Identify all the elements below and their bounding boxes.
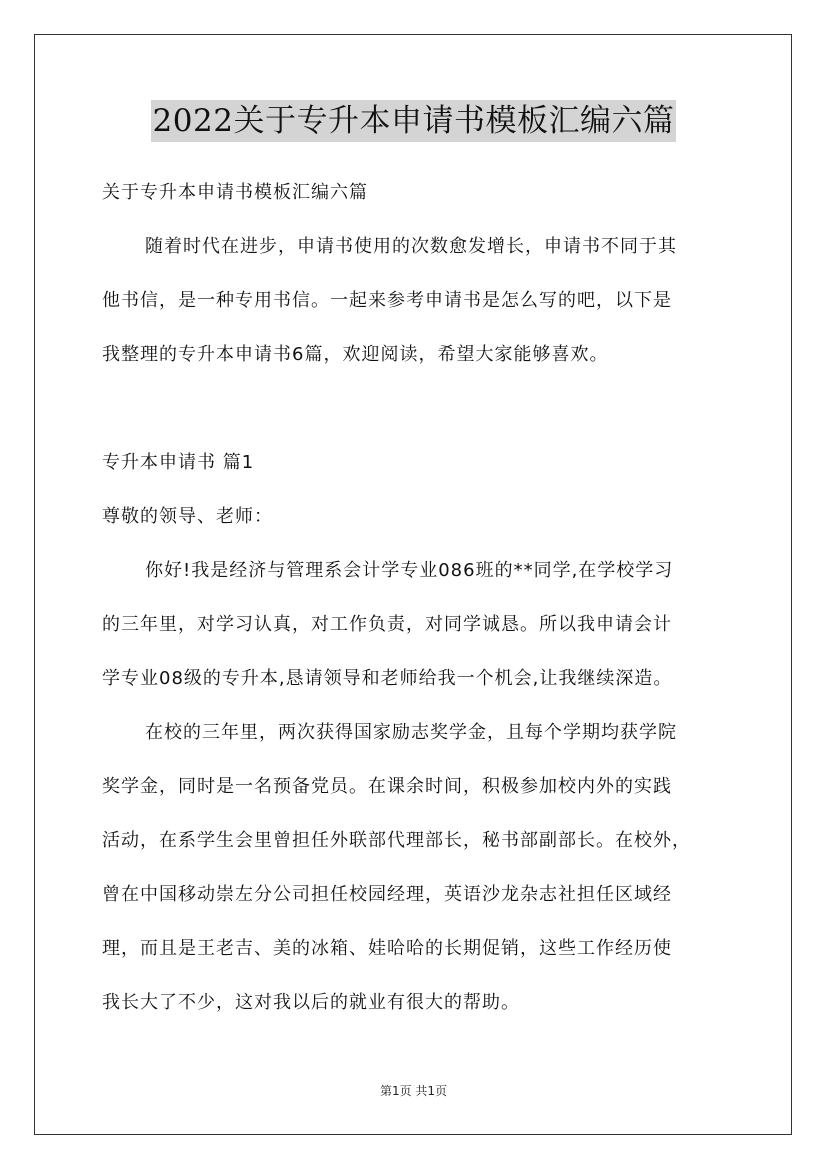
- para2-line-6: 我长大了不少，这对我以后的就业有很大的帮助。: [102, 992, 520, 1013]
- section-heading: 专升本申请书 篇1: [102, 452, 255, 473]
- intro-line-3: 我整理的专升本申请书6篇，欢迎阅读，希望大家能够喜欢。: [102, 344, 609, 365]
- para1-line-1: 你好!我是经济与管理系会计学专业086班的**同学,在学校学习: [145, 560, 674, 581]
- intro-line-2: 他书信，是一种专用书信。一起来参考申请书是怎么写的吧，以下是: [102, 290, 672, 311]
- para2-line-3: 活动，在系学生会里曾担任外联部代理部长，秘书部副部长。在校外，: [102, 830, 691, 851]
- intro-line-1: 随着时代在进步，申请书使用的次数愈发增长，申请书不同于其: [145, 236, 677, 257]
- para1-line-2: 的三年里，对学习认真，对工作负责，对同学诚恳。所以我申请会计: [102, 614, 672, 635]
- para1-line-3: 学专业08级的专升本,恳请领导和老师给我一个机会,让我继续深造。: [102, 668, 673, 689]
- document-body: [102, 166, 742, 1030]
- para2-line-5: 理，而且是王老吉、美的冰箱、娃哈哈的长期促销，这些工作经历使: [102, 938, 672, 959]
- salutation: 尊敬的领导、老师：: [102, 506, 273, 527]
- blank-line: [102, 382, 742, 436]
- para2-line-2: 奖学金，同时是一名预备党员。在课余时间，积极参加校内外的实践: [102, 776, 672, 797]
- para2-line-4: 曾在中国移动崇左分公司担任校园经理，英语沙龙杂志社担任区域经: [102, 884, 672, 905]
- document-title: 2022关于专升本申请书模板汇编六篇: [151, 100, 677, 142]
- para2-line-1: 在校的三年里，两次获得国家励志奖学金，且每个学期均获学院: [145, 722, 677, 743]
- subtitle: 关于专升本申请书模板汇编六篇: [102, 182, 368, 203]
- page-footer: 第1页 共1页: [379, 1084, 448, 1098]
- title-container: [0, 100, 827, 142]
